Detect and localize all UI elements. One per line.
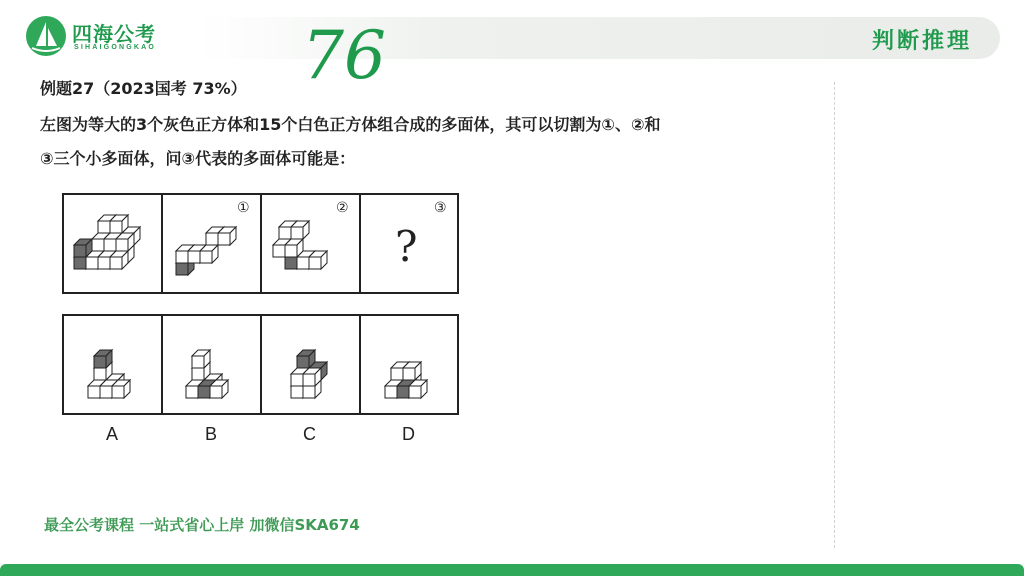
part-label-2: ② xyxy=(336,199,349,215)
cell-divider xyxy=(359,195,361,292)
cube-face xyxy=(297,257,309,269)
cube-face xyxy=(176,251,188,263)
logo xyxy=(22,14,182,64)
cube-face xyxy=(291,227,303,239)
part-label-3: ③ xyxy=(434,199,447,215)
question-line-1: 左图为等大的3个灰色正方体和15个白色正方体组合成的多面体，其可以切割为①、②和 xyxy=(40,115,661,134)
figure-part-2 xyxy=(261,195,357,292)
question-title: 例题27（2023国考 73%） xyxy=(40,79,247,98)
cube-face xyxy=(110,257,122,269)
part-label-1: ① xyxy=(237,199,250,215)
question-text xyxy=(40,108,840,176)
option-d-label[interactable]: D xyxy=(402,424,415,444)
cube-face xyxy=(385,386,397,398)
option-c-label[interactable]: C xyxy=(303,424,316,444)
cube-face xyxy=(309,257,321,269)
cube-face xyxy=(285,257,297,269)
cube-face xyxy=(74,245,86,257)
cube-face xyxy=(74,257,86,269)
cube-face xyxy=(291,386,303,398)
cube-face xyxy=(98,221,110,233)
cube-face xyxy=(303,374,315,386)
cube-face xyxy=(210,386,222,398)
cube-face xyxy=(100,386,112,398)
cube-face xyxy=(279,227,291,239)
cube-face xyxy=(192,356,204,368)
cube-face xyxy=(110,221,122,233)
cube-face xyxy=(98,257,110,269)
cube-face xyxy=(409,386,421,398)
cube-face xyxy=(116,239,128,251)
cube-face xyxy=(86,257,98,269)
figure-combined-polyhedron xyxy=(64,195,160,292)
cube-face xyxy=(391,368,403,380)
question-line-2: ③三个小多面体，问③代表的多面体可能是： xyxy=(40,149,356,168)
cube-face xyxy=(303,386,315,398)
option-c-figure[interactable] xyxy=(261,316,357,413)
handwritten-note xyxy=(296,6,396,86)
cube-face xyxy=(176,263,188,275)
cube-face xyxy=(297,356,309,368)
handwritten-note-text: 76 xyxy=(302,17,386,86)
cube-face xyxy=(200,251,212,263)
section-title: 判断推理 xyxy=(871,29,972,54)
logo-name: 四海公考 xyxy=(72,22,156,46)
cube-face xyxy=(198,386,210,398)
cube-face xyxy=(218,233,230,245)
divider-line xyxy=(834,82,835,548)
cube-face xyxy=(273,245,285,257)
cube-face xyxy=(112,386,124,398)
cube-face xyxy=(206,233,218,245)
logo-sail-icon xyxy=(24,14,68,58)
cube-face xyxy=(104,239,116,251)
cube-face xyxy=(186,386,198,398)
cube-face xyxy=(192,368,204,380)
figure-part-1 xyxy=(162,195,258,292)
option-d-figure[interactable] xyxy=(359,316,455,413)
cube-face xyxy=(94,356,106,368)
cube-face xyxy=(88,386,100,398)
option-b-label[interactable]: B xyxy=(205,424,218,444)
cube-face xyxy=(285,245,297,257)
option-b-figure[interactable] xyxy=(162,316,258,413)
option-a-label[interactable]: A xyxy=(106,424,119,444)
cube-face xyxy=(403,368,415,380)
logo-subtitle: SIHAIGONGKAO xyxy=(74,44,157,51)
unknown-mark: ? xyxy=(395,222,418,271)
cube-face xyxy=(188,251,200,263)
cube-face xyxy=(397,386,409,398)
bottom-bar xyxy=(0,564,1024,576)
option-a-figure[interactable] xyxy=(64,316,160,413)
cube-face xyxy=(94,368,106,380)
cube-face xyxy=(92,239,104,251)
cube-face xyxy=(291,374,303,386)
footer-promo: 最全公考课程 一站式省心上岸 加微信SKA674 xyxy=(44,516,360,534)
